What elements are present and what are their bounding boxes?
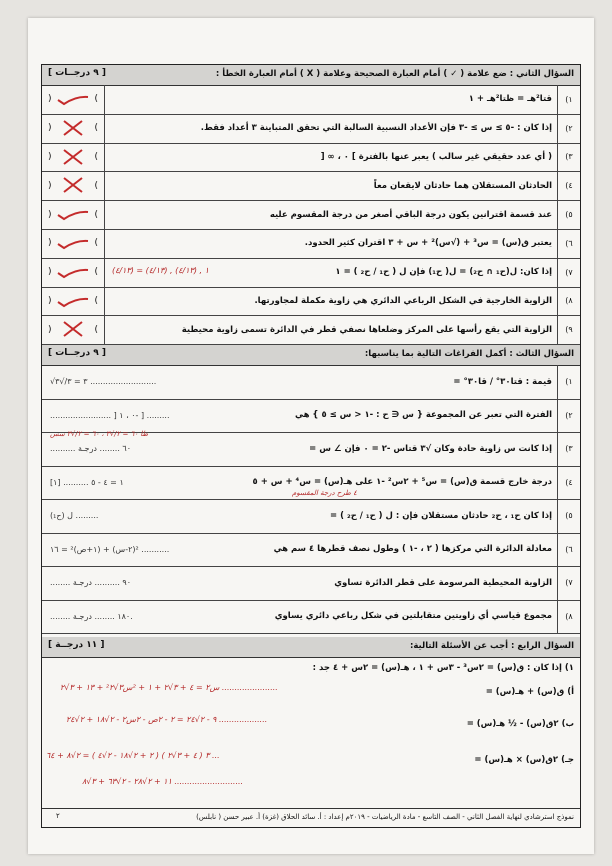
q2-row-number: ٥) bbox=[557, 200, 580, 229]
paren-left: ( bbox=[48, 324, 52, 335]
q2-row-text: قتا²هـ = ظتا²هـ + ١ bbox=[468, 94, 552, 105]
q2-row-text: الزاوية التي يقع رأسها على المركز وضلعاها نصفي قطر في الدائرة تسمى زاوية محيطية bbox=[181, 324, 552, 335]
q2-row bbox=[42, 171, 580, 201]
paren-right: ) bbox=[94, 123, 98, 134]
paren-right: ) bbox=[94, 267, 98, 278]
q2-row-text: إذا كان : -٥ ≥ س ≥ -٣ فإن الأعداد النسبية السالبة التي تحقق المتباينة ٣ أعداد فقط. bbox=[200, 123, 552, 134]
q4-title: السؤال الرابع : أجب عن الأسئلة التالية: bbox=[409, 641, 574, 651]
cross-mark-icon bbox=[54, 146, 92, 168]
q2-row-text: ( أي عدد حقيقي غير سالب ) يعبر عنها بالفترة ] ٠ ، ∞ [ bbox=[320, 151, 552, 162]
footer bbox=[42, 808, 580, 827]
paren-left: ( bbox=[48, 151, 52, 162]
q3-row-text: معادلة الدائرة التي مركزها ( ٢ ، -١ ) وطول نصف قطرها ٤ سم هي bbox=[273, 544, 552, 555]
q4-part-b-answer: ٩ - ٢√٢٤ = ٢ - ٢ص - ٢س٢ - ٢√١٨ + ٢√٢٤ ................... bbox=[66, 715, 268, 724]
q4-header bbox=[42, 637, 580, 658]
paren-left: ( bbox=[48, 295, 52, 306]
check-mark-icon bbox=[54, 290, 92, 312]
q2-row bbox=[42, 114, 580, 144]
q2-answer-box bbox=[42, 85, 105, 114]
q3-row bbox=[42, 533, 580, 568]
paren-right: ) bbox=[94, 238, 98, 249]
q3-item3-scribble: ظا ٦٠ = ٢/√٣ ، ٦٠ = ٢/√٣ سس bbox=[50, 430, 149, 438]
paren-left: ( bbox=[48, 209, 52, 220]
q3-row-number: ٤) bbox=[557, 466, 580, 500]
q4-intro: ١) إذا كان : ق(س) = ٢س³ - ٣س + ١ ، هـ(س) = ٢س + ٤ جد : bbox=[312, 663, 574, 673]
q3-row-number: ٥) bbox=[557, 499, 580, 533]
q4-part-c: جـ) ٢ق(س) × هـ(س) = bbox=[474, 755, 574, 765]
footer-text: نموذج استرشادي لنهاية الفصل الثاني - الصف التاسع - مادة الرياضيات - ٢٠١٩م إعداد : أ. سائد الحلاق (غزة) أ. عبير حسن ( نابلس) bbox=[196, 813, 574, 821]
paren-right: ) bbox=[94, 151, 98, 162]
q2-answer-box bbox=[42, 315, 105, 344]
q2-row bbox=[42, 143, 580, 173]
paren-left: ( bbox=[48, 180, 52, 191]
q2-row bbox=[42, 85, 580, 115]
q3-row-number: ١) bbox=[557, 365, 580, 399]
paren-left: ( bbox=[48, 94, 52, 105]
q4-part-a: أ) ق(س) + هـ(س) = bbox=[485, 687, 574, 697]
q2-item7-scribble: ١ , (٤/١٣) , (٤/١٣) = (٤/١٣) bbox=[112, 265, 209, 275]
q3-row bbox=[42, 566, 580, 601]
q3-row bbox=[42, 600, 580, 635]
exam-page bbox=[28, 18, 594, 854]
paren-right: ) bbox=[94, 209, 98, 220]
q3-row bbox=[42, 399, 580, 434]
page-number: ٢ bbox=[56, 812, 60, 820]
q2-row-number: ٤) bbox=[557, 171, 580, 200]
q3-row-text: إذا كانت س زاوية حادة وكان √٣ قتاس -٢ = ٠ فإن ∠ س = bbox=[309, 443, 552, 454]
q3-row-text: مجموع قياسي أي زاويتين متقابلتين في شكل رباعي دائري يساوي bbox=[274, 611, 552, 622]
cross-mark-icon bbox=[54, 117, 92, 139]
check-mark-icon bbox=[54, 261, 92, 283]
q3-row-text: قيمة : قتا٣٠° / قا٣٠° = bbox=[453, 376, 552, 387]
exam-frame bbox=[41, 64, 581, 828]
q3-fill-answer: ........ ٩٠ .......... درجـة bbox=[50, 578, 132, 587]
q4-part-b: ب) ٢ق(س) - ½ هـ(س) = bbox=[466, 719, 574, 729]
q3-fill-answer: ........................ ] ٠ ، ١- ] ......... bbox=[50, 410, 170, 420]
q3-fill-answer: ........ ١٨٠ ........ درجـة. bbox=[50, 611, 133, 621]
q4-part-c-answer-2: ١١ + ٢√٢٨ - ٢√٦٣ + ٣√٨ ........................... bbox=[82, 777, 244, 786]
q2-answer-box bbox=[42, 171, 105, 200]
q2-row bbox=[42, 287, 580, 317]
q2-answer-box bbox=[42, 143, 105, 172]
q3-row-text: إذا كان ح₁ ، ح₂ حادثان مستقلان فإن : ل ( ح₁ / ح₂ ) = bbox=[330, 510, 552, 521]
check-mark-icon bbox=[54, 88, 92, 110]
q4-part-c-answer-1: ٣ ( ٤ + ٣√٢ ) ( ٢ + ٢√١٨ - ٢√٤ ) = ٢√٨ + ٦٤ ... bbox=[46, 751, 220, 760]
q2-row-number: ٢) bbox=[557, 114, 580, 143]
q2-row-number: ٣) bbox=[557, 143, 580, 172]
q2-answer-box bbox=[42, 229, 105, 258]
cross-mark-icon bbox=[54, 318, 92, 340]
check-mark-icon bbox=[54, 232, 92, 254]
q4-part-a-answer: ١٣ + ٣√٢ + ²س٢ = ٤ + ٣√٢ + ١ + ²س٣√٢ ...................... bbox=[60, 683, 278, 692]
q3-title: السؤال الثالث : أكمل الفراغات التالية بما يناسبها: bbox=[364, 349, 574, 359]
q3-row-number: ٣) bbox=[557, 432, 580, 466]
q3-row-text: درجة خارج قسمة ق(س) = س⁵ + ٢س² -١ على هـ(س) = س⁴ + س + ٥ bbox=[252, 477, 552, 488]
q2-title: السؤال الثاني : ضع علامة ( ✓ ) أمام العبارة الصحيحة وعلامة ( X ) أمام العبارة الخطأ : bbox=[215, 69, 574, 79]
paren-right: ) bbox=[94, 180, 98, 191]
q3-header bbox=[42, 345, 580, 366]
paren-left: ( bbox=[48, 238, 52, 249]
q3-fill-answer: .......... ٦٠ ........ درجـة bbox=[50, 444, 132, 453]
q3-row-number: ٧) bbox=[557, 566, 580, 600]
paren-left: ( bbox=[48, 123, 52, 134]
paren-right: ) bbox=[94, 295, 98, 306]
q4-points: [ ١١ درجــة ] bbox=[48, 640, 105, 650]
q3-row-number: ٦) bbox=[557, 533, 580, 567]
q3-item4-scribble: ٤ طرح درجة المقسوم bbox=[292, 488, 357, 497]
q2-answer-box bbox=[42, 258, 105, 287]
q2-row-number: ٧) bbox=[557, 258, 580, 287]
q2-answer-box bbox=[42, 287, 105, 316]
check-mark-icon bbox=[54, 203, 92, 225]
q2-row-text: الزاوية الخارجية في الشكل الرباعي الدائري هي زاوية مكملة لمجاورتها. bbox=[254, 295, 552, 306]
q2-row-text: يعتبر ق(س) = س³ + (√س)² + س + ٣ اقتران كثير الحدود. bbox=[304, 238, 552, 249]
q2-row-number: ٨) bbox=[557, 287, 580, 316]
q2-header bbox=[42, 65, 580, 86]
q3-fill-answer: √٣ = ٣/√٣ .......................... bbox=[50, 377, 157, 386]
q3-row-text: الزاوية المحيطية المرسومة على قطر الدائرة تساوي bbox=[334, 577, 552, 588]
q2-row bbox=[42, 200, 580, 230]
q3-row-text: الفترة التي تعبر عن المجموعة { س ∈ ح : -١ < س ≥ ٥ } هي bbox=[294, 410, 552, 421]
q2-row-text: الحادثان المستقلان هما حادثان لايقعان معاً bbox=[373, 180, 552, 191]
q2-row bbox=[42, 229, 580, 259]
q3-fill-answer: ١ = ٤ - ٥ .......... [١] bbox=[50, 477, 124, 487]
q3-fill-answer: ١٦ = ²(١+ص) + ²(٢-س) ........... bbox=[50, 544, 170, 554]
paren-left: ( bbox=[48, 267, 52, 278]
q3-row bbox=[42, 365, 580, 400]
q2-points: [ ٩ درجــات ] bbox=[48, 68, 106, 78]
q3-row bbox=[42, 499, 580, 534]
q3-fill-answer: ل (ح₁) ......... bbox=[50, 511, 99, 520]
q2-row bbox=[42, 315, 580, 345]
q3-points: [ ٩ درجــات ] bbox=[48, 348, 106, 358]
q3-row-number: ٢) bbox=[557, 399, 580, 433]
q2-row-number: ١) bbox=[557, 85, 580, 114]
paren-right: ) bbox=[94, 94, 98, 105]
paren-right: ) bbox=[94, 324, 98, 335]
q2-answer-box bbox=[42, 200, 105, 229]
q2-row-number: ٦) bbox=[557, 229, 580, 258]
q3-row-number: ٨) bbox=[557, 600, 580, 634]
q2-row-number: ٩) bbox=[557, 315, 580, 344]
cross-mark-icon bbox=[54, 174, 92, 196]
q2-row-text: إذا كان: ل(ح₁ ∩ ح₂) = ل( ح₁) فإن ل ( ح₁ / ح₂ ) = ١ bbox=[335, 267, 552, 278]
q2-answer-box bbox=[42, 114, 105, 143]
q2-row-text: عند قسمة اقترانين يكون درجة الباقي أصغر من درجة المقسوم عليه bbox=[269, 209, 552, 220]
